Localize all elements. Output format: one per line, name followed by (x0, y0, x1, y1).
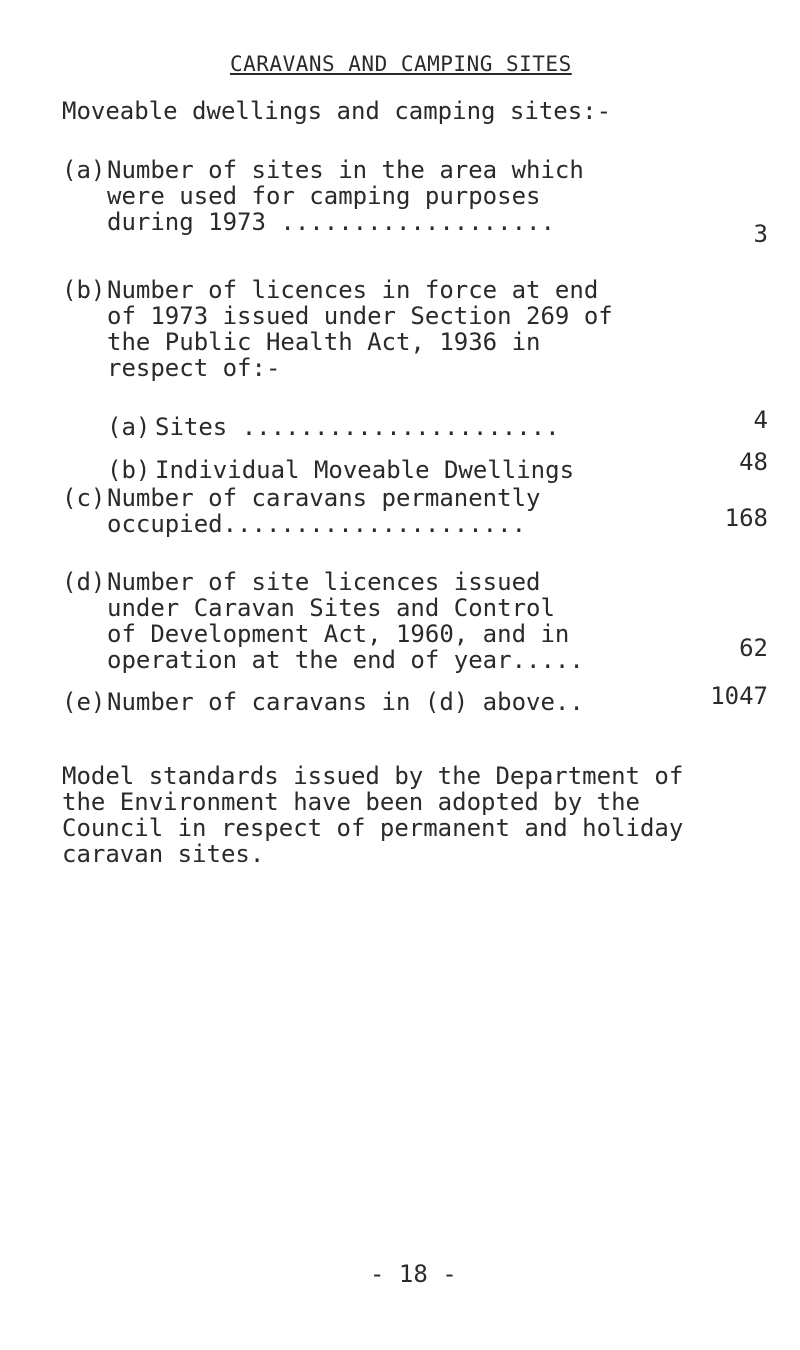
section-heading: Moveable dwellings and camping sites:- (62, 97, 612, 125)
item-d-line-4: operation at the end of year..... (107, 646, 584, 674)
subitem-label-b: (b) (107, 456, 151, 484)
item-c-line-2: occupied..................... (107, 510, 527, 538)
paragraph-line-2: the Environment have been adopted by the (62, 788, 640, 816)
subitem-a-line-1: Sites ...................... (155, 413, 560, 441)
item-b-line-4: respect of:- (107, 354, 281, 382)
subitem-a-value: 4 (753, 406, 768, 434)
item-d-line-1: Number of site licences issued (107, 568, 541, 596)
item-label-e: (e) (62, 688, 106, 716)
item-e-value: 1047 (710, 682, 768, 710)
paragraph-line-4: caravan sites. (62, 840, 265, 868)
item-label-a: (a) (62, 156, 106, 184)
subitem-b-value: 48 (739, 448, 768, 476)
page-number: - 18 - (370, 1260, 457, 1288)
page-title: CARAVANS AND CAMPING SITES (230, 52, 572, 76)
item-d-line-3: of Development Act, 1960, and in (107, 620, 570, 648)
item-d-value: 62 (739, 634, 768, 662)
item-b-line-1: Number of licences in force at end (107, 276, 599, 304)
item-label-b: (b) (62, 276, 106, 304)
subitem-b-line-1: Individual Moveable Dwellings (155, 456, 575, 484)
item-a-value: 3 (753, 220, 768, 248)
item-a-line-2: were used for camping purposes (107, 182, 541, 210)
paragraph-line-3: Council in respect of permanent and holiday (62, 814, 684, 842)
item-a-line-3: during 1973 ................... (107, 208, 555, 236)
item-a-line-1: Number of sites in the area which (107, 156, 584, 184)
item-label-d: (d) (62, 568, 106, 596)
item-c-value: 168 (724, 504, 768, 532)
subitem-label-a: (a) (107, 413, 151, 441)
item-d-line-2: under Caravan Sites and Control (107, 594, 555, 622)
item-label-c: (c) (62, 484, 106, 512)
paragraph-line-1: Model standards issued by the Department of (62, 762, 684, 790)
item-b-line-3: the Public Health Act, 1936 in (107, 328, 541, 356)
item-b-line-2: of 1973 issued under Section 269 of (107, 302, 613, 330)
item-e-line-1: Number of caravans in (d) above.. (107, 688, 584, 716)
item-c-line-1: Number of caravans permanently (107, 484, 541, 512)
